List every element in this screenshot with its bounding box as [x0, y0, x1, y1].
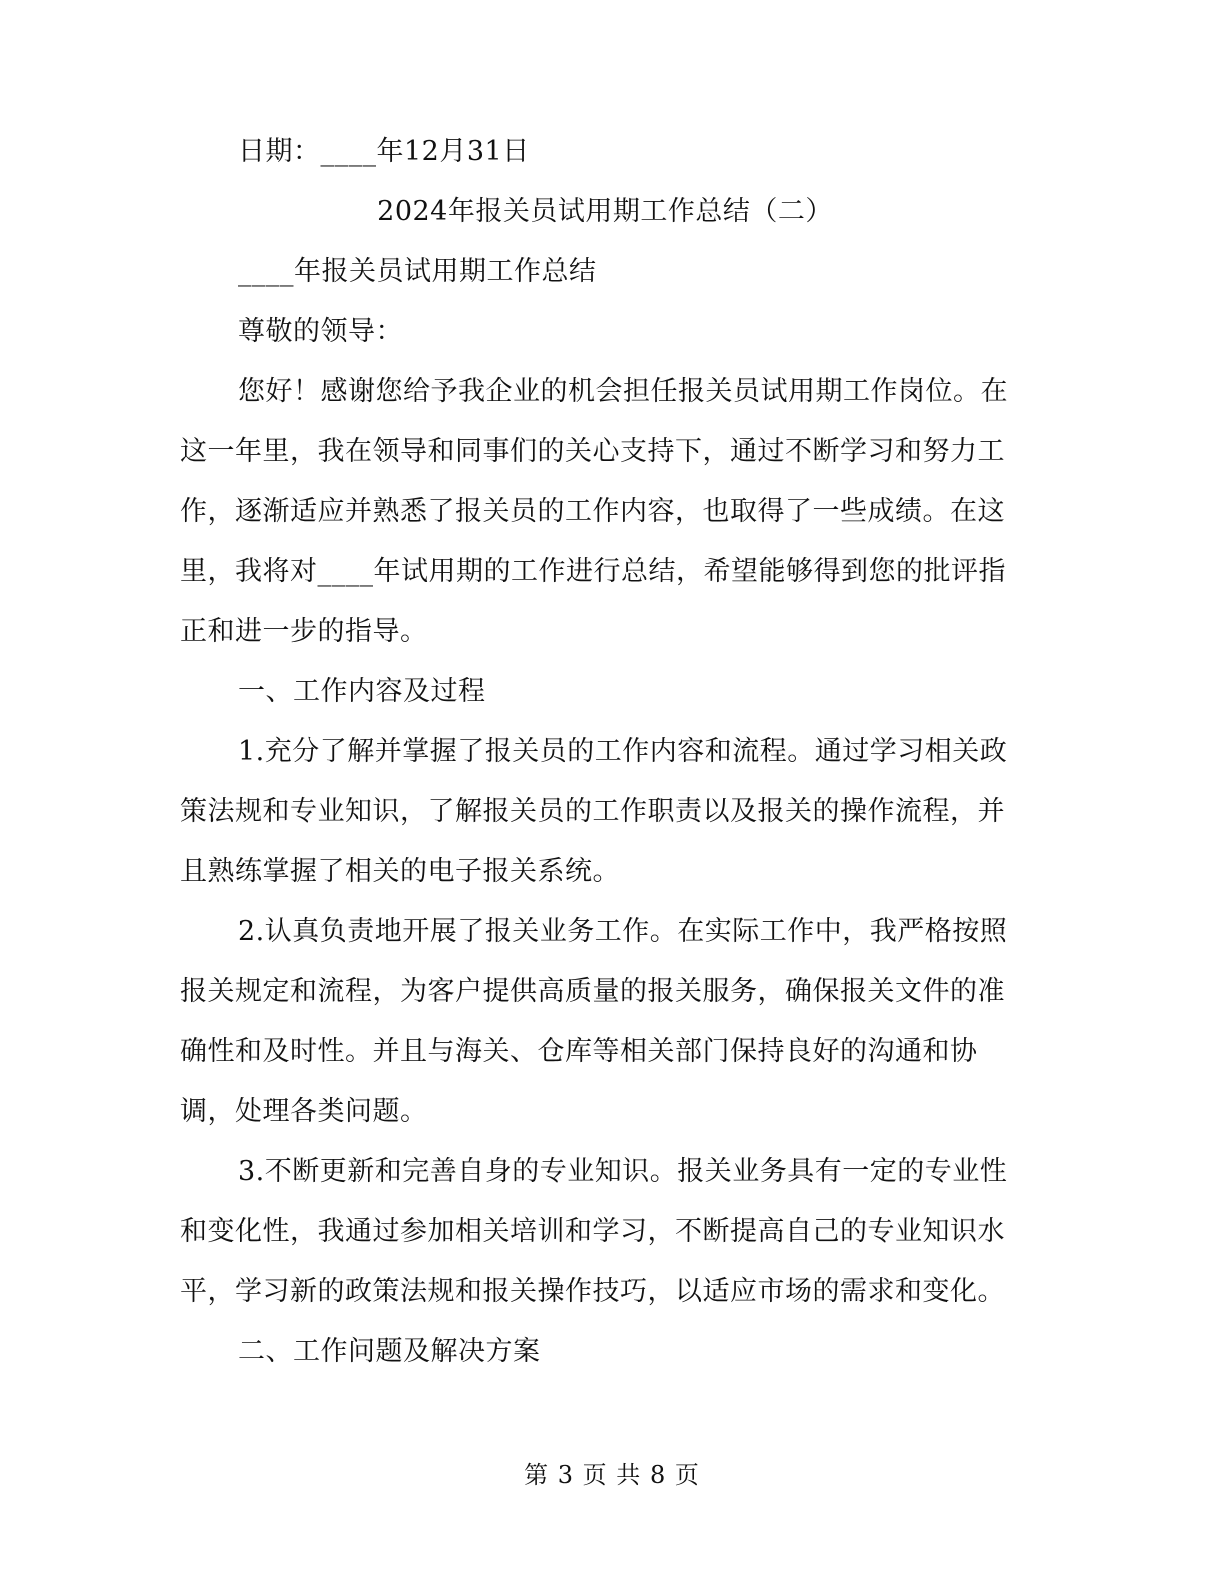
paragraph-line: 平，学习新的政策法规和报关操作技巧，以适应市场的需求和变化。	[180, 1276, 1005, 1307]
page-number-footer: 第 3 页 共 8 页	[524, 1461, 700, 1489]
list-item-1	[180, 722, 1030, 902]
document-heading: 2024年报关员试用期工作总结（二）	[377, 196, 833, 227]
list-item-2	[180, 902, 1030, 1142]
paragraph-line: 2.认真负责地开展了报关业务工作。在实际工作中，我严格按照	[238, 916, 1008, 947]
paragraph-line: 报关规定和流程，为客户提供高质量的报关服务，确保报关文件的准	[180, 976, 1005, 1007]
salutation: 尊敬的领导：	[238, 316, 403, 347]
section-title-2: 二、工作问题及解决方案	[238, 1336, 541, 1367]
paragraph-line: 确性和及时性。并且与海关、仓库等相关部门保持良好的沟通和协	[180, 1036, 978, 1067]
paragraph-line: 调，处理各类问题。	[180, 1096, 428, 1127]
paragraph-line: 里，我将对____年试用期的工作进行总结，希望能够得到您的批评指	[180, 556, 1006, 587]
paragraph-line: 3.不断更新和完善自身的专业知识。报关业务具有一定的专业性	[238, 1156, 1008, 1187]
paragraph-line: 作，逐渐适应并熟悉了报关员的工作内容，也取得了一些成绩。在这	[180, 496, 1005, 527]
paragraph-line: 策法规和专业知识，了解报关员的工作职责以及报关的操作流程，并	[180, 796, 1005, 827]
list-item-3	[180, 1142, 1030, 1322]
paragraph-line: 且熟练掌握了相关的电子报关系统。	[180, 856, 620, 887]
document-subheading: ____年报关员试用期工作总结	[238, 256, 597, 287]
paragraph-intro	[180, 362, 1030, 662]
document-body	[180, 122, 1030, 1382]
paragraph-line: 正和进一步的指导。	[180, 616, 428, 647]
paragraph-line: 这一年里，我在领导和同事们的关心支持下，通过不断学习和努力工	[180, 436, 1005, 467]
section-title-1: 一、工作内容及过程	[238, 676, 486, 707]
date-line: 日期：____年12月31日	[238, 136, 530, 167]
paragraph-line: 1.充分了解并掌握了报关员的工作内容和流程。通过学习相关政	[238, 736, 1008, 767]
paragraph-line: 您好！感谢您给予我企业的机会担任报关员试用期工作岗位。在	[238, 376, 1008, 407]
paragraph-line: 和变化性，我通过参加相关培训和学习，不断提高自己的专业知识水	[180, 1216, 1005, 1247]
